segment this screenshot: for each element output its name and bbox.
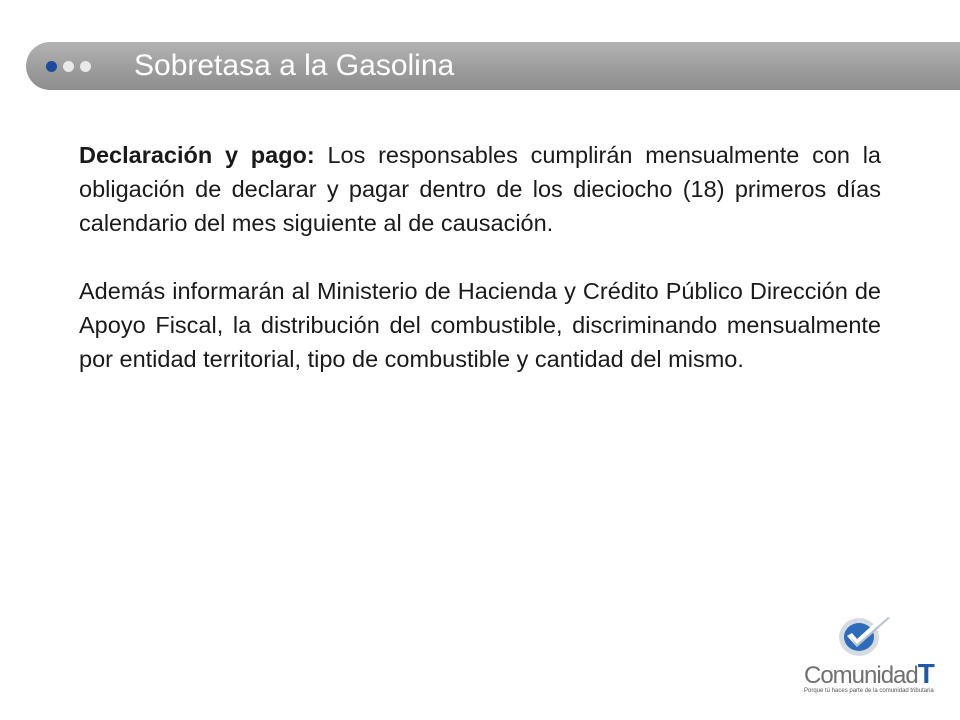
paragraph-informacion: [79, 274, 881, 376]
dot-icon: [80, 61, 91, 72]
paragraph-text: Además informarán al Ministerio de Hacienda y Crédito Público Dirección de Apoyo Fiscal, la distribución del combustible, discriminando mensualmente por entidad territorial, tipo de combustible y cantidad del mismo.: [79, 278, 881, 372]
slide-indicator-dots: [46, 60, 91, 72]
logo-wordmark: [804, 658, 934, 690]
paragraph-text: Los responsables cumplirán mensualmente con la obligación de declarar y pagar dentro de los dieciocho (18) primeros días calendario del mes siguiente al de causación.: [79, 142, 881, 236]
comunidad-t-logo: [800, 612, 950, 702]
paragraph-heading: Declaración y pago:: [79, 142, 315, 168]
slide-title: Sobretasa a la Gasolina: [134, 49, 455, 82]
logo-tagline: Porque tú haces parte de la comunidad tributaria: [804, 688, 934, 694]
slide-body: [79, 138, 881, 410]
dot-active-icon: [46, 61, 57, 72]
checkmark-icon: [835, 612, 895, 660]
logo-name-accent: T: [917, 658, 934, 689]
logo-name-main: Comunidad: [804, 662, 918, 689]
paragraph-declaracion: [79, 138, 881, 240]
dot-icon: [63, 61, 74, 72]
